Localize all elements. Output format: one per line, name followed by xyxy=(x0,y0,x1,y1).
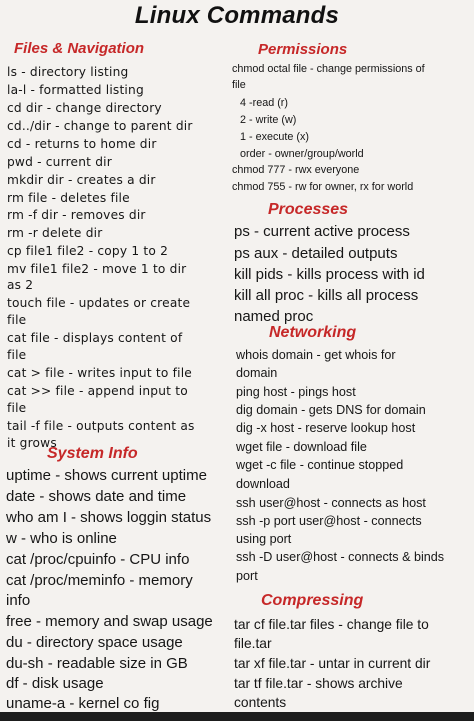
compressing-line: tar tf file.tar - shows archive xyxy=(234,676,403,691)
compressing-line: contents xyxy=(234,695,287,710)
networking-line: ssh user@host - connects as host xyxy=(236,496,426,510)
processes-line: named proc xyxy=(234,308,314,325)
system-line: who am I - shows loggin status xyxy=(6,509,212,526)
files-line: cat > file - writes input to file xyxy=(7,366,192,380)
system-line: free - memory and swap usage xyxy=(6,613,213,630)
compressing-heading: Compressing xyxy=(261,592,364,609)
networking-line: whois domain - get whois for xyxy=(236,348,396,362)
system-line: df - disk usage xyxy=(6,675,104,692)
files-line: rm -f dir - removes dir xyxy=(7,208,146,222)
networking-line: using port xyxy=(236,532,292,546)
files-line: file xyxy=(7,348,27,362)
permissions-heading: Permissions xyxy=(258,41,348,58)
files-line: it grows xyxy=(7,436,57,450)
files-line: file xyxy=(7,313,27,327)
processes-line: ps - current active process xyxy=(234,223,410,240)
system-line: uname-a - kernel co fig xyxy=(6,695,160,712)
system-line: uptime - shows current uptime xyxy=(6,467,207,484)
processes-heading: Processes xyxy=(268,201,349,218)
files-line: as 2 xyxy=(7,278,34,292)
networking-line: port xyxy=(236,569,258,583)
files-line: la-l - formatted listing xyxy=(7,83,144,97)
files-line: cat file - displays content of xyxy=(7,331,183,345)
files-line: rm file - deletes file xyxy=(7,191,130,205)
permissions-line: file xyxy=(232,79,246,91)
files-line: tail -f file - outputs content as xyxy=(7,419,195,433)
files-line: cd../dir - change to parent dir xyxy=(7,119,193,133)
permissions-line: chmod 755 - rw for owner, rx for world xyxy=(232,181,414,193)
networking-line: dig domain - gets DNS for domain xyxy=(236,403,426,417)
system-line: date - shows date and time xyxy=(6,488,187,505)
files-line: cd dir - change directory xyxy=(7,101,162,115)
system-line: cat /proc/cpuinfo - CPU info xyxy=(6,551,190,568)
permissions-line: 1 - execute (x) xyxy=(240,131,310,143)
networking-line: wget file - download file xyxy=(236,440,367,454)
system-line: info xyxy=(6,592,31,609)
files-line: ls - directory listing xyxy=(7,65,129,79)
networking-line: ssh -D user@host - connects & binds xyxy=(236,550,445,564)
system-line: w - who is online xyxy=(6,530,117,547)
compressing-line: tar cf file.tar files - change file to xyxy=(234,617,429,632)
files-line: file xyxy=(7,401,27,415)
processes-line: ps aux - detailed outputs xyxy=(234,245,398,262)
files-line: mkdir dir - creates a dir xyxy=(7,173,156,187)
permissions-line: 4 -read (r) xyxy=(240,97,288,109)
permissions-line: chmod 777 - rwx everyone xyxy=(232,164,360,176)
processes-line: kill pids - kills process with id xyxy=(234,266,425,283)
files-line: pwd - current dir xyxy=(7,155,112,169)
system-line: du - directory space usage xyxy=(6,634,183,651)
files-line: cd - returns to home dir xyxy=(7,137,157,151)
networking-line: domain xyxy=(236,366,278,380)
files-line: cp file1 file2 - copy 1 to 2 xyxy=(7,244,169,258)
files-line: touch file - updates or create xyxy=(7,296,191,310)
bottom-bar xyxy=(0,712,474,721)
system-line: du-sh - readable size in GB xyxy=(6,655,188,672)
networking-line: wget -c file - continue stopped xyxy=(236,458,404,472)
compressing-line: tar xf file.tar - untar in current dir xyxy=(234,656,431,671)
system-info-heading: System Info xyxy=(47,445,138,462)
system-line: cat /proc/meminfo - memory xyxy=(6,572,193,589)
page-title: Linux Commands xyxy=(134,2,340,29)
permissions-line: order - owner/group/world xyxy=(240,148,364,160)
files-line: rm -r delete dir xyxy=(7,226,103,240)
permissions-line: chmod octal file - change permissions of xyxy=(232,63,425,75)
compressing-line: file.tar xyxy=(234,636,272,651)
processes-line: kill all proc - kills all process xyxy=(234,287,419,304)
networking-line: dig -x host - reserve lookup host xyxy=(236,421,416,435)
networking-heading: Networking xyxy=(269,324,357,341)
permissions-line: 2 - write (w) xyxy=(240,114,297,126)
networking-line: ping host - pings host xyxy=(236,385,356,399)
files-navigation-heading: Files & Navigation xyxy=(14,40,145,57)
files-line: mv file1 file2 - move 1 to dir xyxy=(7,262,187,276)
files-line: cat >> file - append input to xyxy=(7,384,188,398)
networking-line: download xyxy=(236,477,290,491)
networking-line: ssh -p port user@host - connects xyxy=(236,514,422,528)
